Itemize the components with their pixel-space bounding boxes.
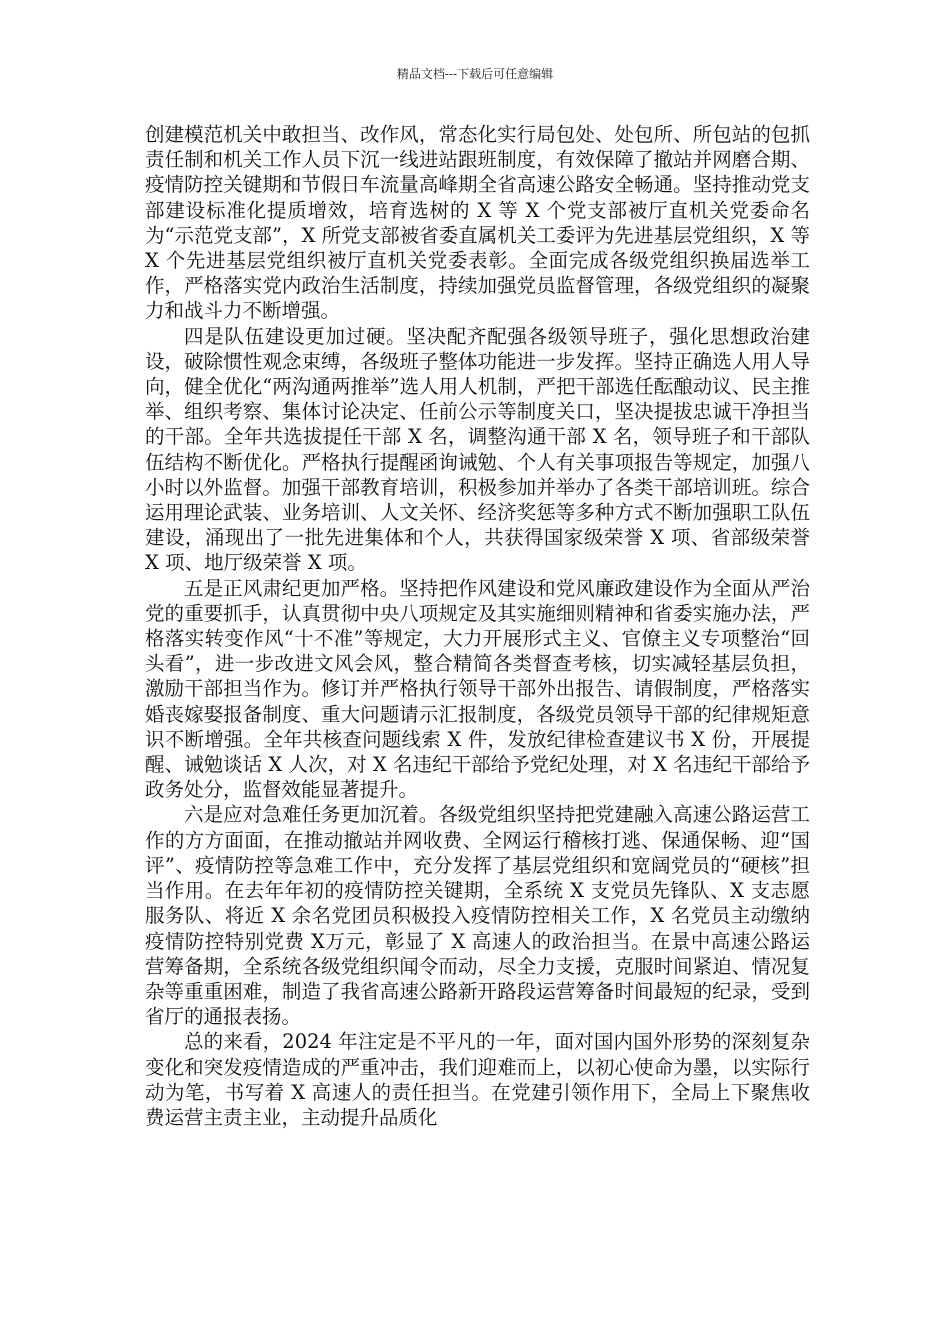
document-body <box>145 122 810 1130</box>
paragraph-discipline: 五是正风肃纪更加严格。坚持把作风建设和党风廉政建设作为全面从严治党的重要抓手，认真贯彻中央八项规定及其实施细则精神和省委实施办法，严格落实转变作风“十不准”等规定，大力开展形式主义、官僚主义专项整治“回头看”，进一步改进文风会风，整合精简各类督查考核，切实减轻基层负担，激励干部担当作为。修订并严格执行领导干部外出报告、请假制度，严格落实婚丧嫁娶报备制度、重大问题请示汇报制度，各级党员领导干部的纪律规矩意识不断增强。全年共核查问题线索 X 件，发放纪律检查建议书 X 份，开展提醒、诫勉谈话 X 人次，对 X 名违纪干部给予党纪处理，对 X 名违纪干部给予政务处分，监督效能显著提升。 <box>145 576 810 802</box>
paragraph-continuation: 创建模范机关中敢担当、改作风，常态化实行局包处、处包所、所包站的包抓责任制和机关工作人员下沉一线进站跟班制度，有效保障了撤站并网磨合期、疫情防控关键期和节假日车流量高峰期全省高速公路安全畅通。坚持推动党支部建设标准化提质增效，培育选树的 X 等 X 个党支部被厅直机关党委命名为“示范党支部”，X 所党支部被省委直属机关工委评为先进基层党组织，X 等 X 个先进基层党组织被厅直机关党委表彰。全面完成各级党组织换届选举工作，严格落实党内政治生活制度，持续加强党员监督管理，各级党组织的凝聚力和战斗力不断增强。 <box>145 123 810 323</box>
page-header: 精品文档---下载后可任意编辑 <box>396 67 554 81</box>
paragraph-team-building: 四是队伍建设更加过硬。坚决配齐配强各级领导班子，强化思想政治建设，破除惯性观念束缚，各级班子整体功能进一步发挥。坚持正确选人用人导向，健全优化“两沟通两推举”选人用人机制，严把干部选任酝酿动议、民主推举、组织考察、集体讨论决定、任前公示等制度关口，坚决提拔忠诚干净担当的干部。全年共选拔提任干部 X 名，调整沟通干部 X 名，领导班子和干部队伍结构不断优化。严格执行提醒函询诫勉、个人有关事项报告等规定，加强八小时以外监督。加强干部教育培训，积极参加并举办了各类干部培训班。综合运用理论武装、业务培训、人文关怀、经济奖惩等多种方式不断加强职工队伍建设，涌现出了一批先进集体和个人，共获得国家级荣誉 X 项、省部级荣誉 X 项、地厅级荣誉 X 项。 <box>145 324 810 575</box>
paragraph-summary: 总的来看，2024 年注定是不平凡的一年，面对国内国外形势的深刻复杂变化和突发疫情造成的严重冲击，我们迎难而上，以初心使命为墨，以实际行动为笔，书写着 X 高速人的责任担当。在党建引领作用下，全局上下聚焦收费运营主责主业，主动提升品质化 <box>145 1030 810 1129</box>
paragraph-emergency-tasks: 六是应对急难任务更加沉着。各级党组织坚持把党建融入高速公路运营工作的方方面面，在推动撤站并网收费、全网运行稽核打逃、保通保畅、迎“国评”、疫情防控等急难工作中，充分发挥了基层党组织和宽阔党员的“硬核”担当作用。在去年年初的疫情防控关键期，全系统 X 支党员先锋队、X 支志愿服务队、将近 X 余名党团员积极投入疫情防控相关工作，X 名党员主动缴纳疫情防控特别党费 X万元，彰显了 X 高速人的政治担当。在景中高速公路运营筹备期，全系统各级党组织闻令而动，尽全力支援，克服时间紧迫、情况复杂等重重困难，制造了我省高速公路新开路段运营筹备时间最短的纪录，受到省厅的通报表扬。 <box>145 803 810 1029</box>
